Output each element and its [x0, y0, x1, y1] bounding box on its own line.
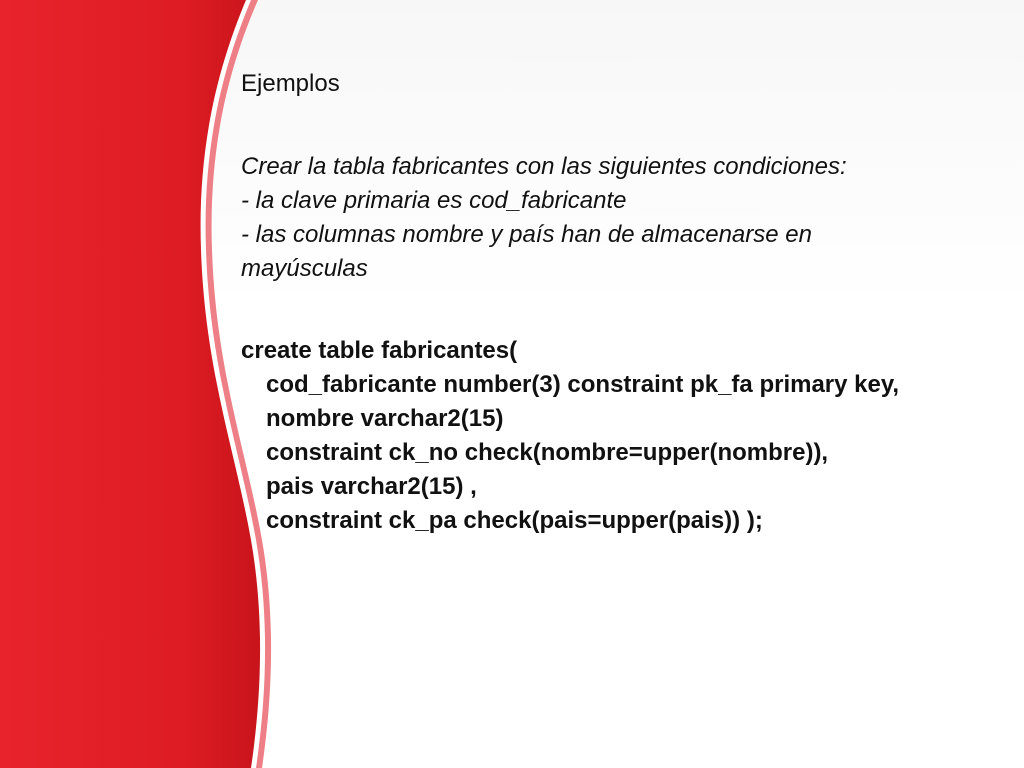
description-line: - la clave primaria es cod_fabricante: [241, 187, 627, 214]
sql-code-block: [241, 334, 1001, 538]
code-line: constraint ck_pa check(pais=upper(pais)) );: [266, 507, 763, 534]
description-line: Crear la tabla fabricantes con las siguientes condiciones:: [241, 153, 847, 180]
code-line: pais varchar2(15) ,: [266, 473, 477, 500]
slide-heading: Ejemplos: [241, 70, 340, 97]
description-line: - las columnas nombre y país han de almacenarse en: [241, 221, 812, 248]
code-line: constraint ck_no check(nombre=upper(nombre)),: [266, 439, 829, 466]
code-line: cod_fabricante number(3) constraint pk_fa primary key,: [266, 371, 900, 398]
code-line: create table fabricantes(: [241, 337, 518, 364]
description-line: mayúsculas: [241, 255, 368, 282]
slide-content: [241, 0, 1001, 768]
code-line: nombre varchar2(15): [266, 405, 504, 432]
task-description: [241, 150, 941, 286]
